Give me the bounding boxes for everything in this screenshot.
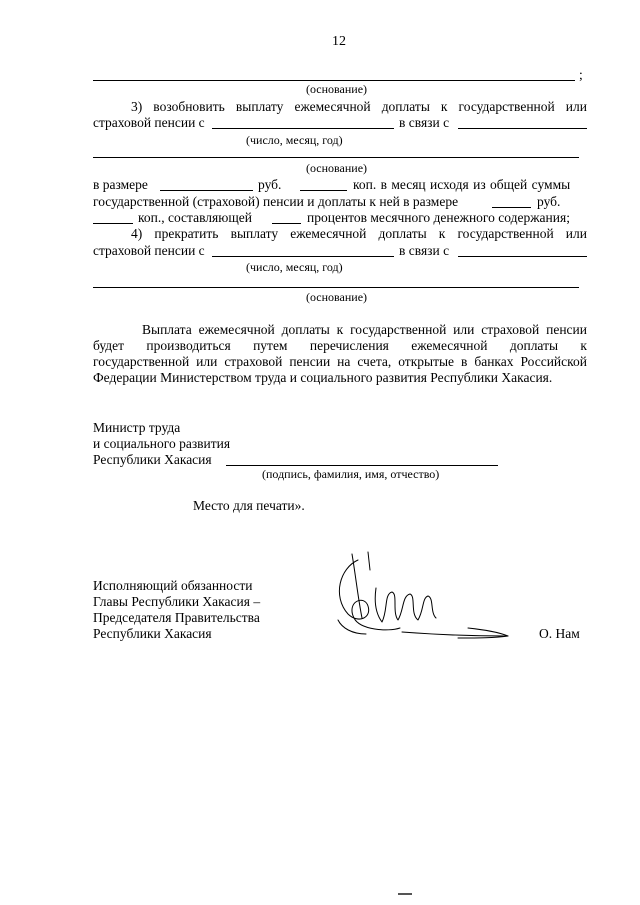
amount-line2-a: государственной (страховой) пенсии и доплаты к ней в размере — [93, 194, 459, 209]
amount-line2-b: руб. — [537, 194, 561, 209]
amount-line3-b: процентов месячного денежного содержания; — [307, 210, 570, 225]
closing-line2: Главы Республики Хакасия – — [93, 594, 261, 609]
stamp-place: Место для печати». — [193, 498, 305, 513]
basis-line-3 — [93, 287, 579, 288]
basis-caption-3: (основание) — [306, 290, 368, 304]
date-caption-4: (число, месяц, год) — [246, 260, 343, 274]
amount-line1-c: коп. в месяц исходя из общей суммы — [353, 177, 571, 192]
resume-date-field — [212, 128, 394, 129]
total-rub-field — [492, 207, 531, 208]
section3-line1: 3) возобновить выплату ежемесячной доплаты к государственной или — [131, 99, 587, 114]
closing-line4: Республики Хакасия — [93, 626, 212, 641]
section3-line2-reason-label: в связи с — [399, 115, 450, 130]
amount-line1-a: в размере — [93, 177, 148, 192]
handwritten-signature — [318, 548, 518, 648]
date-caption-3: (число, месяц, год) — [246, 133, 343, 147]
stop-reason-field — [458, 256, 587, 257]
section4-line2-reason-label: в связи с — [399, 243, 450, 258]
section3-line2-label: страховой пенсии с — [93, 115, 205, 130]
stop-date-field — [212, 256, 394, 257]
basis-caption-2: (основание) — [306, 161, 368, 175]
payment-line2: будет производиться путем перечисления ежемесячной доплаты к — [93, 338, 587, 353]
payment-line3: государственной или страховой пенсии на счета, открытые в банках Российской — [93, 354, 587, 369]
basis-line-2 — [93, 157, 579, 158]
closing-signatory: О. Нам — [539, 626, 580, 641]
closing-line3: Председателя Правительства — [93, 610, 260, 625]
payment-line1: Выплата ежемесячной доплаты к государственной или страховой пенсии — [142, 322, 587, 337]
line-terminator: ; — [579, 67, 583, 82]
minister-line1: Министр труда — [93, 420, 181, 435]
minister-line2: и социального развития — [93, 436, 231, 451]
amount-line1-b: руб. — [258, 177, 282, 192]
payment-line4: Федерации Министерством труда и социального развития Республики Хакасия. — [93, 370, 553, 385]
scan-mark — [398, 893, 412, 895]
minister-signature-field — [226, 465, 498, 466]
resume-reason-field — [458, 128, 587, 129]
page-number: 12 — [332, 34, 346, 49]
closing-line1: Исполняющий обязанности — [93, 578, 253, 593]
section4-line1: 4) прекратить выплату ежемесячной доплаты к государственной или — [131, 226, 587, 241]
signature-caption: (подпись, фамилия, имя, отчество) — [262, 467, 440, 481]
amount-kop-field — [300, 190, 347, 191]
basis-line-1 — [93, 80, 575, 81]
basis-caption-1: (основание) — [306, 82, 368, 96]
minister-line3: Республики Хакасия — [93, 452, 212, 467]
percent-field — [272, 223, 301, 224]
amount-line3-a: коп., составляющей — [138, 210, 252, 225]
section4-line2-label: страховой пенсии с — [93, 243, 205, 258]
amount-rub-field — [160, 190, 253, 191]
total-kop-field — [93, 223, 133, 224]
